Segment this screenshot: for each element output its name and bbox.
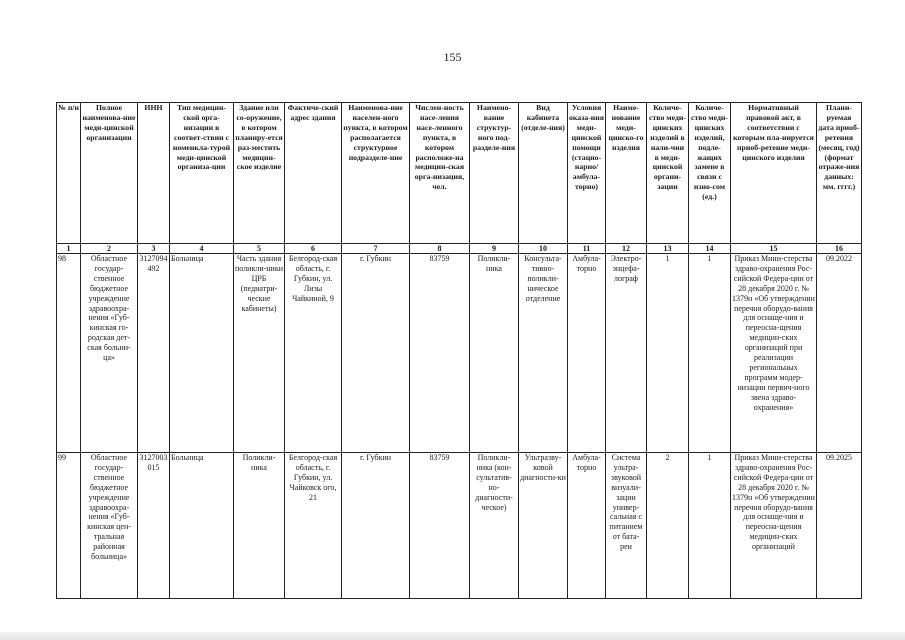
column-number: 2	[81, 244, 138, 254]
planned-date: 09.2022	[817, 254, 862, 453]
row-number: 99	[57, 453, 81, 599]
building: Часть здания поликли-ники ЦРБ (педиатри-ческие кабинеты)	[234, 254, 285, 453]
inn: 3127094492	[138, 254, 170, 453]
qty-available: 1	[647, 254, 689, 453]
column-number: 15	[731, 244, 817, 254]
structural-unit: Поликли-ника	[470, 254, 519, 453]
scan-edge	[0, 632, 905, 640]
structural-unit: Поликли-ника (кон-сультатив-но-диагности-ческое)	[470, 453, 519, 599]
cabinet-type: Ультразву-ковой диагности-ки	[519, 453, 568, 599]
organization-type: Больница	[170, 254, 234, 453]
cabinet-type: Консульта-тивно-поликли-ническое отделение	[519, 254, 568, 453]
legal-act: Приказ Мини-стерства здраво-охранения Рос-сийской Федера-ции от 28 декабря 2020 г. № 1379н «Об утверждении перечня оборудо-вания для оснаще-ния и переосна-щения медицин-ских организаций при реализации региональных программ модер-низации первич-ного звена здраво-охранения»	[731, 254, 817, 453]
settlement: г. Губкин	[342, 453, 410, 599]
column-header: № п/н	[57, 103, 81, 244]
column-number: 9	[470, 244, 519, 254]
table-row	[57, 453, 862, 599]
column-header: ИНН	[138, 103, 170, 244]
address: Белгород-ская область, г. Губкин, ул. Чайковск ого, 21	[285, 453, 342, 599]
column-header: Количе-ство меди-цинских изделий, подле-жащих замене в связи с изно-сом (ед.)	[689, 103, 731, 244]
equipment-table	[56, 102, 862, 599]
care-conditions: Амбула-торно	[568, 254, 606, 453]
population: 83759	[410, 453, 470, 599]
column-number: 13	[647, 244, 689, 254]
column-number: 1	[57, 244, 81, 254]
column-number: 4	[170, 244, 234, 254]
settlement: г. Губкин	[342, 254, 410, 453]
column-header: Наиме-нование меди-цинско-го изделия	[606, 103, 647, 244]
column-header: Вид кабинета (отделе-ния)	[519, 103, 568, 244]
page-number: 155	[443, 50, 462, 64]
column-number: 8	[410, 244, 470, 254]
column-number-row	[57, 244, 862, 254]
organization-name: Областное государ-ственное бюджетное учреждение здравоохра-нения «Губ-кинская го-родская дет-ская больни-ца»	[81, 254, 138, 453]
column-number: 10	[519, 244, 568, 254]
organization-name: Областное государ-ственное бюджетное учреждение здравоохра-нения «Губ-кинская цен-тральная районная больница»	[81, 453, 138, 599]
planned-date: 09.2025	[817, 453, 862, 599]
column-number: 11	[568, 244, 606, 254]
column-number: 16	[817, 244, 862, 254]
column-header: Тип медицин-ской орга-низации в соответ-ствии с номенкла-турой меди-цинской организа-ции	[170, 103, 234, 244]
column-number: 14	[689, 244, 731, 254]
column-header: Фактиче-ский адрес здания	[285, 103, 342, 244]
column-number: 6	[285, 244, 342, 254]
care-conditions: Амбула-торно	[568, 453, 606, 599]
device-name: Электро-энцефа-лограф	[606, 254, 647, 453]
qty-replace: 1	[689, 453, 731, 599]
inn: 3127003015	[138, 453, 170, 599]
column-header: Плани-руемая дата приоб-ретения (месяц, год) (формат отраже-ния данных: мм. гггг.)	[817, 103, 862, 244]
column-number: 12	[606, 244, 647, 254]
column-header: Здание или со-оружение, в котором планиру-ется раз-местить медицин-ское изделие	[234, 103, 285, 244]
column-header: Условия оказа-ния меди-цинской помощи (стацио-нарно/ амбула-торно)	[568, 103, 606, 244]
column-number: 7	[342, 244, 410, 254]
column-header: Полное наименова-ние меди-цинской организации	[81, 103, 138, 244]
table-row	[57, 254, 862, 453]
qty-available: 2	[647, 453, 689, 599]
column-number: 5	[234, 244, 285, 254]
column-header: Числен-ность насе-ления насе-ленного пункта, в котором расположе-на медицин-ская орга-низация, чел.	[410, 103, 470, 244]
population: 83759	[410, 254, 470, 453]
building: Поликли-ника	[234, 453, 285, 599]
organization-type: Больница	[170, 453, 234, 599]
column-header: Наименова-ние населен-ного пункта, в котором располагается структурное подразделе-ние	[342, 103, 410, 244]
device-name: Система ультра-звуковой визуали-зации универ-сальная с питанием от бата-реи	[606, 453, 647, 599]
legal-act: Приказ Мини-стерства здраво-охранения Рос-сийской Федера-ции от 28 декабря 2020 г. № 1379н «Об утверждении перечня оборудо-вания для оснаще-ния и переосна-щения медицин-ских организаций	[731, 453, 817, 599]
column-header: Нормативный правовой акт, в соответствии с которым пла-нируется приоб-ретение меди-цинского изделия	[731, 103, 817, 244]
address: Белгород-ская область, г. Губкин, ул. Лизы Чайкиной, 9	[285, 254, 342, 453]
column-header: Количе-ство меди-цинских изделий в нали-чии в меди-цинской органи-зации	[647, 103, 689, 244]
row-number: 98	[57, 254, 81, 453]
qty-replace: 1	[689, 254, 731, 453]
column-number: 3	[138, 244, 170, 254]
header-row	[57, 103, 862, 244]
column-header: Наимено-вание структур-ного под-разделе-ния	[470, 103, 519, 244]
